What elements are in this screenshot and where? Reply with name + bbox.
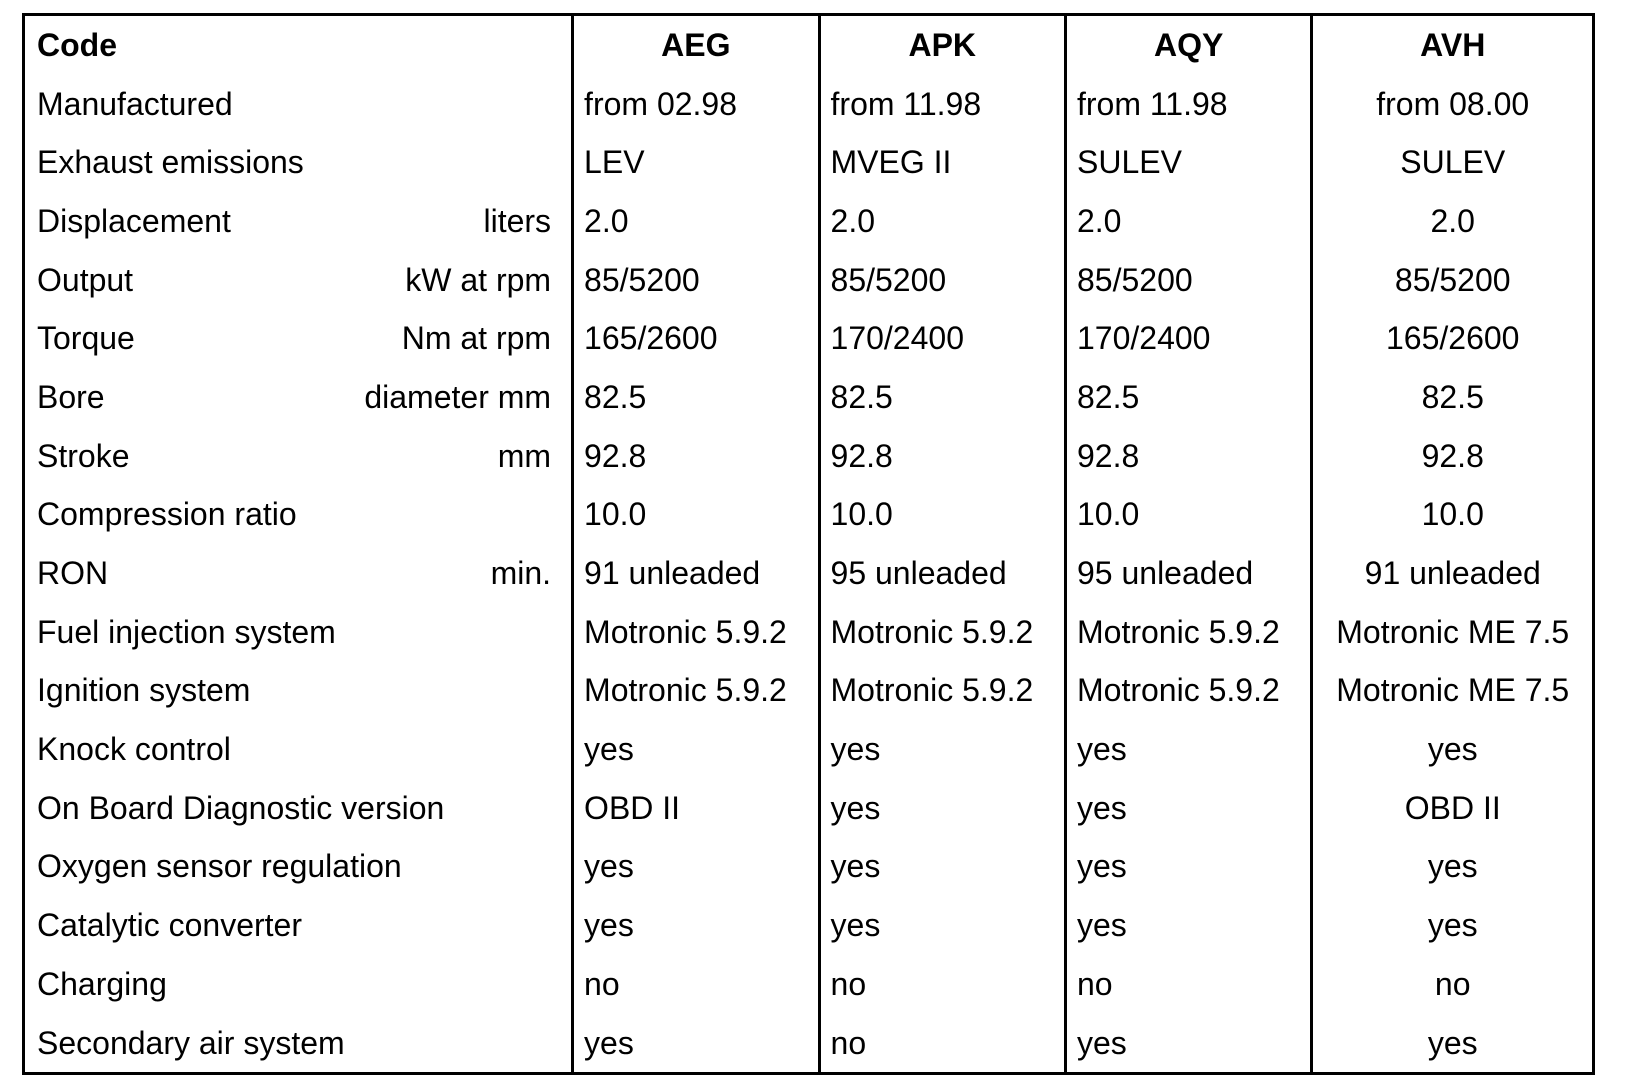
value-cell: yes <box>1065 896 1311 955</box>
parameter-cell <box>24 133 573 192</box>
spec-table-body <box>24 75 1594 1074</box>
value-cell: 85/5200 <box>1312 251 1594 310</box>
table-row <box>24 75 1594 134</box>
value-cell: yes <box>573 1014 819 1074</box>
parameter-cell <box>24 427 573 486</box>
parameter-cell <box>24 251 573 310</box>
value-cell: 170/2400 <box>819 309 1065 368</box>
parameter-unit: Nm at rpm <box>401 320 552 357</box>
parameter-name: Catalytic converter <box>37 907 302 944</box>
value-cell: Motronic 5.9.2 <box>819 662 1065 721</box>
value-cell: from 11.98 <box>819 75 1065 134</box>
value-cell: 85/5200 <box>573 251 819 310</box>
value-cell: no <box>573 955 819 1014</box>
value-cell: 82.5 <box>1312 368 1594 427</box>
value-cell: 10.0 <box>1065 486 1311 545</box>
value-cell: 91 unleaded <box>573 544 819 603</box>
value-cell: 10.0 <box>1312 486 1594 545</box>
parameter-cell <box>24 192 573 251</box>
value-cell: MVEG II <box>819 133 1065 192</box>
header-label-cell <box>24 15 573 75</box>
value-cell: no <box>1065 955 1311 1014</box>
table-row <box>24 427 1594 486</box>
value-cell: 82.5 <box>819 368 1065 427</box>
table-row <box>24 720 1594 779</box>
table-row <box>24 779 1594 838</box>
parameter-unit: liters <box>483 202 552 239</box>
table-row <box>24 133 1594 192</box>
value-cell: yes <box>573 838 819 897</box>
parameter-name: Torque <box>37 320 135 357</box>
value-cell: 85/5200 <box>1065 251 1311 310</box>
table-row <box>24 368 1594 427</box>
engine-code-aeg: AEG <box>573 15 819 75</box>
value-cell: yes <box>1065 779 1311 838</box>
parameter-cell <box>24 544 573 603</box>
value-cell: 10.0 <box>573 486 819 545</box>
table-row <box>24 603 1594 662</box>
value-cell: yes <box>1065 720 1311 779</box>
parameter-name: Manufactured <box>37 85 233 122</box>
engine-spec-table <box>22 13 1595 1075</box>
value-cell: no <box>819 955 1065 1014</box>
value-cell: 95 unleaded <box>1065 544 1311 603</box>
value-cell: Motronic 5.9.2 <box>573 662 819 721</box>
value-cell: SULEV <box>1312 133 1594 192</box>
value-cell: 10.0 <box>819 486 1065 545</box>
value-cell: OBD II <box>1312 779 1594 838</box>
table-row <box>24 192 1594 251</box>
value-cell: from 02.98 <box>573 75 819 134</box>
parameter-name: RON <box>37 555 109 592</box>
value-cell: no <box>819 1014 1065 1074</box>
parameter-name: Exhaust emissions <box>37 144 304 181</box>
parameter-name: On Board Diagnostic version <box>37 789 445 826</box>
engine-code-aqy: AQY <box>1065 15 1311 75</box>
parameter-name: Charging <box>37 965 167 1002</box>
value-cell: yes <box>1065 1014 1311 1074</box>
value-cell: 2.0 <box>819 192 1065 251</box>
value-cell: Motronic ME 7.5 <box>1312 662 1594 721</box>
table-row <box>24 838 1594 897</box>
parameter-name: Knock control <box>37 731 231 768</box>
value-cell: 91 unleaded <box>1312 544 1594 603</box>
value-cell: 92.8 <box>1312 427 1594 486</box>
value-cell: Motronic ME 7.5 <box>1312 603 1594 662</box>
table-row <box>24 662 1594 721</box>
parameter-unit: kW at rpm <box>405 261 552 298</box>
value-cell: 82.5 <box>573 368 819 427</box>
parameter-cell <box>24 368 573 427</box>
value-cell: no <box>1312 955 1594 1014</box>
value-cell: yes <box>573 720 819 779</box>
parameter-cell <box>24 720 573 779</box>
value-cell: Motronic 5.9.2 <box>573 603 819 662</box>
table-row <box>24 251 1594 310</box>
parameter-name: Output <box>37 261 134 298</box>
table-row <box>24 955 1594 1014</box>
parameter-name: Displacement <box>37 202 231 239</box>
value-cell: 170/2400 <box>1065 309 1311 368</box>
value-cell: yes <box>819 720 1065 779</box>
value-cell: yes <box>573 896 819 955</box>
parameter-name: Secondary air system <box>37 1024 345 1061</box>
value-cell: 165/2600 <box>573 309 819 368</box>
parameter-name: Ignition system <box>37 672 251 709</box>
value-cell: 92.8 <box>573 427 819 486</box>
value-cell: yes <box>819 779 1065 838</box>
value-cell: 82.5 <box>1065 368 1311 427</box>
value-cell: LEV <box>573 133 819 192</box>
value-cell: yes <box>1065 838 1311 897</box>
table-row <box>24 486 1594 545</box>
value-cell: yes <box>1312 1014 1594 1074</box>
table-row <box>24 309 1594 368</box>
parameter-name: Stroke <box>37 437 130 474</box>
value-cell: 2.0 <box>1065 192 1311 251</box>
value-cell: Motronic 5.9.2 <box>1065 662 1311 721</box>
value-cell: yes <box>819 838 1065 897</box>
value-cell: 2.0 <box>573 192 819 251</box>
value-cell: 92.8 <box>819 427 1065 486</box>
header-label: Code <box>37 26 117 63</box>
parameter-cell <box>24 75 573 134</box>
value-cell: yes <box>819 896 1065 955</box>
header-row <box>24 15 1594 75</box>
value-cell: 165/2600 <box>1312 309 1594 368</box>
table-row <box>24 896 1594 955</box>
value-cell: 85/5200 <box>819 251 1065 310</box>
parameter-name: Fuel injection system <box>37 613 336 650</box>
value-cell: yes <box>1312 896 1594 955</box>
value-cell: from 11.98 <box>1065 75 1311 134</box>
parameter-cell <box>24 486 573 545</box>
value-cell: yes <box>1312 838 1594 897</box>
parameter-unit: mm <box>497 437 552 474</box>
value-cell: 2.0 <box>1312 192 1594 251</box>
parameter-cell <box>24 1014 573 1074</box>
parameter-cell <box>24 838 573 897</box>
value-cell: Motronic 5.9.2 <box>819 603 1065 662</box>
value-cell: 92.8 <box>1065 427 1311 486</box>
value-cell: 95 unleaded <box>819 544 1065 603</box>
engine-code-apk: APK <box>819 15 1065 75</box>
engine-code-avh: AVH <box>1312 15 1594 75</box>
value-cell: Motronic 5.9.2 <box>1065 603 1311 662</box>
value-cell: SULEV <box>1065 133 1311 192</box>
table-row <box>24 1014 1594 1074</box>
parameter-cell <box>24 779 573 838</box>
value-cell: yes <box>1312 720 1594 779</box>
parameter-cell <box>24 662 573 721</box>
table-row <box>24 544 1594 603</box>
value-cell: OBD II <box>573 779 819 838</box>
parameter-name: Oxygen sensor regulation <box>37 848 402 885</box>
parameter-cell <box>24 896 573 955</box>
parameter-name: Bore <box>37 378 105 415</box>
parameter-name: Compression ratio <box>37 496 297 533</box>
parameter-unit: diameter mm <box>364 378 552 415</box>
parameter-cell <box>24 955 573 1014</box>
parameter-cell <box>24 603 573 662</box>
parameter-cell <box>24 309 573 368</box>
value-cell: from 08.00 <box>1312 75 1594 134</box>
parameter-unit: min. <box>490 555 552 592</box>
